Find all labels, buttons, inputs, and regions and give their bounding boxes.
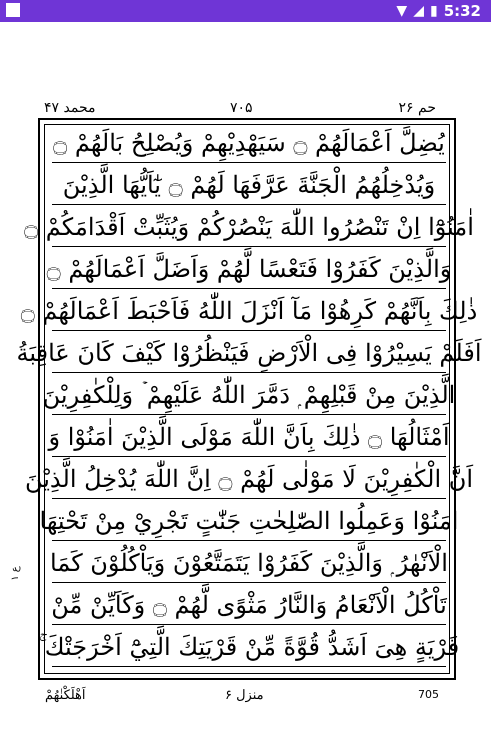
battery-icon: ▮ [429, 3, 438, 19]
catchword: اَهْلَكْنٰهُمْ [45, 688, 86, 703]
verse-line: تَاْكُلُ الْاَنْعَامُ وَالنَّارُ مَثْوًى لَّهُمْ ۝ وَكَاَيِّنْ مِّنْ [52, 586, 446, 625]
wifi-icon: ▼ [396, 3, 408, 19]
surah-name: محمد ۴۷ [44, 100, 96, 116]
verse-line: اَفَلَمْ يَسِيْرُوْا فِى الْاَرْضِ فَيَنْظُرُوْا كَيْفَ كَانَ عَاقِبَةُ [52, 334, 446, 373]
verse-line: اٰمَنُوْٓا اِنْ تَنْصُرُوا اللّٰهَ يَنْصُرْكُمْ وَيُثَبِّتْ اَقْدَامَكُمْ ۝ [52, 208, 446, 247]
verse-line: ذٰلِكَ بِاَنَّهُمْ كَرِهُوْا مَآ اَنْزَلَ اللّٰهُ فَاَحْبَطَ اَعْمَالَهُمْ ۝ [52, 292, 446, 331]
status-bar [0, 0, 491, 22]
page-number-footer: 705 [418, 688, 439, 701]
verse-line: وَيُدْخِلُهُمُ الْجَنَّةَ عَرَّفَهَا لَهُمْ ۝ يٰٓاَيُّهَا الَّذِيْنَ [52, 166, 446, 205]
ruku-marker: ع ۱ [9, 566, 21, 581]
verse-line: الْاَنْهٰرُ ۭ وَالَّذِيْنَ كَفَرُوْا يَتَمَتَّعُوْنَ وَيَاْكُلُوْنَ كَمَا [52, 544, 446, 583]
verse-line: اَنَّ الْكٰفِرِيْنَ لَا مَوْلٰى لَهُمْ ۝ اِنَّ اللّٰهَ يُدْخِلُ الَّذِيْنَ [52, 460, 446, 499]
status-icons [396, 2, 481, 20]
verse-line: الَّذِيْنَ مِنْ قَبْلِهِمْ ۭ دَمَّرَ اللّٰهُ عَلَيْهِمْ ۡ وَلِلْكٰفِرِيْنَ [52, 376, 446, 415]
status-time: 5:32 [443, 2, 481, 20]
signal-icon: ◢ [413, 3, 424, 19]
juz-name: حم ۲۶ [398, 100, 436, 116]
verse-line: وَالَّذِيْنَ كَفَرُوْا فَتَعْسًا لَّهُمْ وَاَضَلَّ اَعْمَالَهُمْ ۝ [52, 250, 446, 289]
verse-line: يُضِلَّ اَعْمَالَهُمْ ۝ سَيَهْدِيْهِمْ وَيُصْلِحُ بَالَهُمْ ۝ [52, 124, 446, 163]
page-number-header: ۷۰۵ [230, 100, 253, 116]
quran-page [0, 100, 491, 720]
verse-line: اٰمَنُوْا وَعَمِلُوا الصّٰلِحٰتِ جَنّٰتٍ تَجْرِيْ مِنْ تَحْتِهَا [52, 502, 446, 541]
verse-line: قَرْيَةٍ هِىَ اَشَدُّ قُوَّةً مِّنْ قَرْيَتِكَ الَّتِيْٓ اَخْرَجَتْكَ ۚ [52, 628, 446, 667]
android-icon [6, 3, 20, 21]
verse-line: اَمْثَالُهَا ۝ ذٰلِكَ بِاَنَّ اللّٰهَ مَوْلَى الَّذِيْنَ اٰمَنُوْا وَ [52, 418, 446, 457]
manzil-label: منزل ۶ [225, 688, 264, 703]
verse-frame [16, 118, 482, 680]
